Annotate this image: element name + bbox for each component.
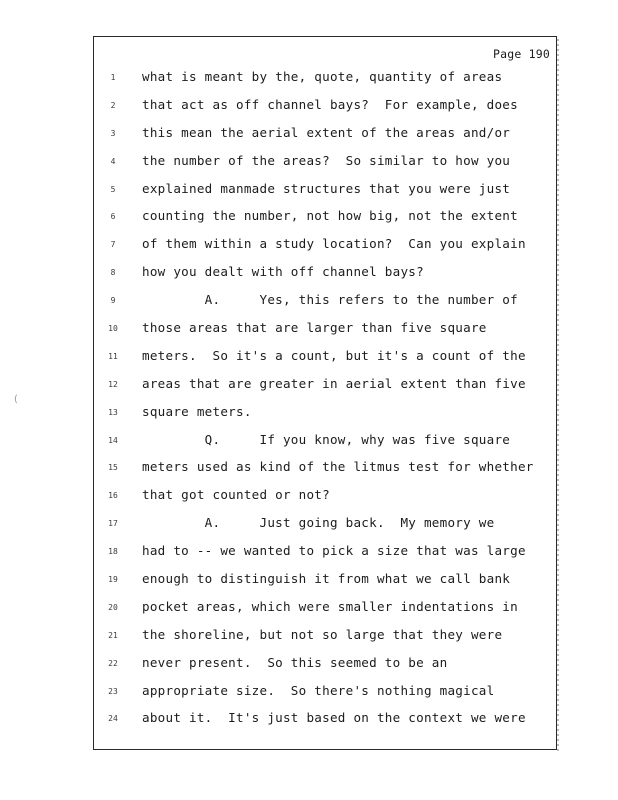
transcript-line	[94, 95, 556, 123]
transcript-line	[94, 485, 556, 513]
line-number: 12	[108, 379, 118, 389]
line-text: this mean the aerial extent of the areas and/or	[142, 124, 511, 140]
line-number: 10	[108, 324, 118, 334]
transcript-line	[94, 457, 556, 485]
transcript-line	[94, 206, 556, 234]
line-number: 18	[108, 547, 118, 557]
line-text: of them within a study location? Can you explain	[142, 236, 526, 252]
line-text: never present. So this seemed to be an	[142, 654, 448, 670]
line-number: 1	[110, 73, 116, 82]
line-number: 17	[108, 519, 118, 529]
transcript-line	[94, 569, 556, 597]
line-text: the shoreline, but not so large that they were	[142, 626, 503, 642]
line-text: counting the number, not how big, not the extent	[142, 208, 518, 224]
line-text: areas that are greater in aerial extent than five	[142, 375, 526, 391]
line-number: 3	[110, 128, 116, 138]
line-text: about it. It's just based on the context we were	[142, 710, 526, 726]
line-number: 13	[108, 407, 118, 417]
line-number: 4	[110, 156, 116, 166]
transcript-line	[94, 151, 556, 179]
line-number: 22	[108, 658, 118, 668]
line-text: A. Just going back. My memory we	[142, 515, 495, 531]
transcript-line	[94, 290, 556, 318]
line-text: what is meant by the, quote, quantity of areas	[142, 69, 503, 84]
line-number: 11	[108, 351, 118, 361]
transcript-line	[94, 541, 556, 569]
transcript-page	[93, 36, 557, 750]
line-number: 19	[108, 575, 118, 585]
line-text: Q. If you know, why was five square	[142, 431, 511, 447]
line-text: that got counted or not?	[142, 487, 330, 503]
transcript-line	[94, 681, 556, 709]
line-text: enough to distinguish it from what we call bank	[142, 571, 511, 587]
line-number: 5	[110, 184, 116, 194]
line-text: pocket areas, which were smaller indentations in	[142, 598, 518, 614]
transcript-line	[94, 67, 556, 95]
transcript-lines	[94, 67, 556, 736]
transcript-line	[94, 123, 556, 151]
scan-artifact: (	[14, 394, 18, 405]
transcript-line	[94, 625, 556, 653]
line-text: appropriate size. So there's nothing magical	[142, 682, 495, 698]
line-number: 21	[108, 630, 118, 640]
line-number: 24	[108, 714, 118, 724]
transcript-line	[94, 346, 556, 374]
transcript-line	[94, 653, 556, 681]
transcript-line	[94, 708, 556, 736]
transcript-line	[94, 179, 556, 207]
line-text: explained manmade structures that you were just	[142, 180, 511, 196]
page-number: Page 190	[493, 47, 550, 61]
transcript-line	[94, 262, 556, 290]
transcript-line	[94, 597, 556, 625]
line-text: those areas that are larger than five square	[142, 320, 487, 336]
line-text: how you dealt with off channel bays?	[142, 264, 424, 280]
line-text: the number of the areas? So similar to how you	[142, 152, 511, 168]
line-text: A. Yes, this refers to the number of	[142, 292, 518, 308]
line-number: 7	[110, 240, 116, 250]
line-number: 6	[110, 212, 116, 222]
transcript-line	[94, 430, 556, 458]
transcript-line	[94, 234, 556, 262]
line-number: 15	[108, 463, 118, 473]
transcript-line	[94, 318, 556, 346]
transcript-line	[94, 402, 556, 430]
line-number: 20	[108, 602, 118, 612]
line-text: that act as off channel bays? For example, does	[142, 96, 518, 112]
line-text: square meters.	[142, 403, 252, 419]
line-text: had to -- we wanted to pick a size that was large	[142, 543, 526, 559]
line-number: 16	[108, 491, 118, 501]
line-number: 9	[110, 296, 116, 306]
line-text: meters used as kind of the litmus test for whether	[142, 459, 534, 475]
transcript-line	[94, 374, 556, 402]
line-number: 23	[108, 686, 118, 696]
line-number: 8	[110, 268, 116, 278]
line-number: 14	[108, 435, 118, 445]
line-number: 2	[110, 100, 116, 110]
transcript-line	[94, 513, 556, 541]
line-text: meters. So it's a count, but it's a count of the	[142, 347, 526, 363]
